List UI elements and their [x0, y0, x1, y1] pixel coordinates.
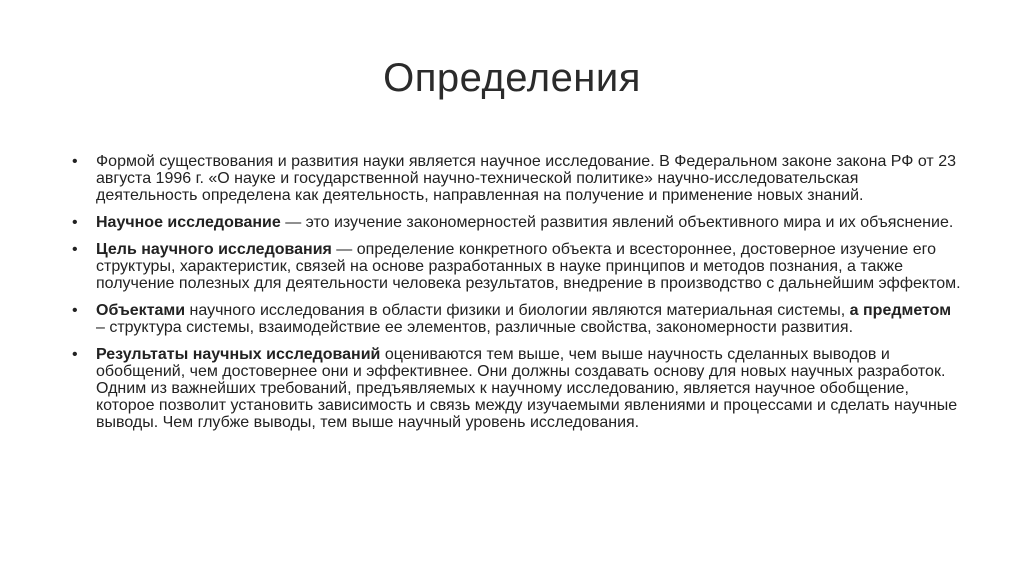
bullet-item-5 [72, 346, 962, 431]
bullet-text: оцениваются тем выше, чем выше научность сделанных выводов и обобщений, чем достовернее они и эффективнее. Они должны создавать основу для новых научных разработок. Одним из важнейших требований, предъявляемых к научному исследованию, является научное обобщение, которое позволит установить зависимость и связь между изучаемыми явлениями и процессами и сделать научные выводы. Чем глубже выводы, тем выше научный уровень исследования. [96, 346, 958, 431]
bullet-dot-icon: • [72, 241, 78, 258]
bullet-item-1 [72, 153, 962, 204]
bullet-text: Формой существования и развития науки является научное исследование. В Федеральном законе закона РФ от 23 августа 1996 г. «О науке и государственной научно-технической политике» научно-исследовательская деятельность определена как деятельность, направленная на получение и применение новых знаний. [96, 153, 956, 204]
bullet-list [72, 153, 962, 441]
bullet-text: — определение конкретного объекта и всестороннее, достоверное изучение его структуры, характеристик, связей на основе разработанных в науке принципов и методов познания, а также получение полезных для деятельности человека результатов, внедрение в производство с дальнейшим эффектом. [96, 241, 961, 292]
bullet-term-2: а предметом [849, 302, 952, 319]
bullet-text: научного исследования в области физики и биологии являются материальная системы, [185, 302, 850, 319]
bullet-dot-icon: • [72, 302, 78, 319]
bullet-text: — это изучение закономерностей развития явлений объективного мира и их объяснение. [280, 214, 954, 231]
bullet-item-4 [72, 302, 962, 336]
bullet-term: Объектами [96, 302, 186, 319]
bullet-term: Результаты научных исследований [96, 346, 381, 363]
bullet-term: Научное исследование [96, 214, 281, 231]
bullet-dot-icon: • [72, 214, 78, 231]
bullet-item-3 [72, 241, 962, 292]
bullet-dot-icon: • [72, 153, 78, 170]
bullet-text-2: – структура системы, взаимодействие ее элементов, различные свойства, закономерности развития. [96, 319, 854, 336]
slide-title: Определения [383, 56, 641, 100]
bullet-term: Цель научного исследования [96, 241, 332, 258]
bullet-dot-icon: • [72, 346, 78, 363]
bullet-item-2 [72, 214, 962, 231]
